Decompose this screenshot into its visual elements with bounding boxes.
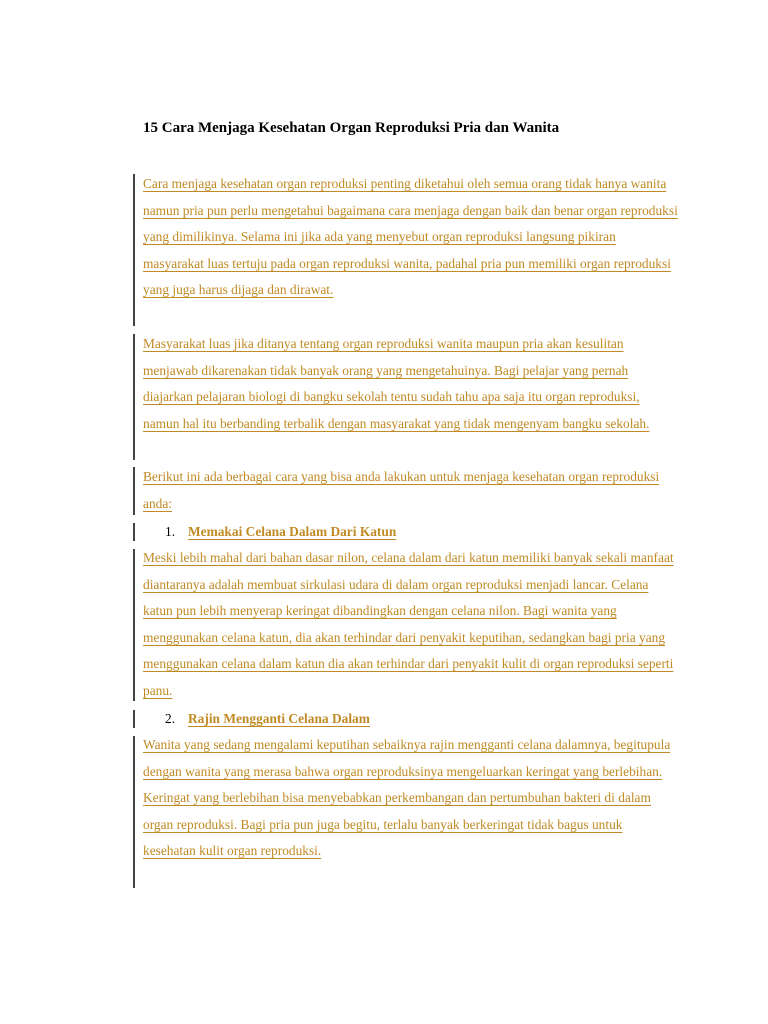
change-bar — [133, 549, 135, 701]
change-bar — [133, 523, 135, 541]
paragraph-text: Cara menjaga kesehatan organ reproduksi penting diketahui oleh semua orang tidak hanya wanita namun pria pun perlu mengetahui bagaimana cara menjaga dengan baik dan benar organ reproduksi yang dimilikinya. Selama ini jika ada yang menyebut organ reproduksi langsung pikiran masyarakat luas tertuju pada organ reproduksi wanita, padahal pria pun memiliki organ reproduksi yang juga harus dijaga dan dirawat. — [143, 176, 678, 298]
paragraph-cotton — [143, 545, 678, 705]
list-number: 1. — [165, 524, 176, 539]
list-number: 2. — [165, 711, 176, 726]
change-bar — [133, 710, 135, 728]
paragraph-text: Masyarakat luas jika ditanya tentang organ reproduksi wanita maupun pria akan kesulitan menjawab dikarenakan tidak banyak orang yang mengetahuinya. Bagi pelajar yang pernah diajarkan pelajaran biologi di bangku sekolah tentu sudah tahu apa saja itu organ reproduksi, namun hal itu berbanding terbalik dengan masyarakat yang tidak mengenyam bangku sekolah. — [143, 336, 650, 431]
change-bar — [133, 334, 135, 460]
paragraph-change-underwear — [143, 732, 678, 865]
change-bar — [133, 467, 135, 515]
paragraph-list-intro — [143, 464, 678, 517]
paragraph-text: Wanita yang sedang mengalami keputihan sebaiknya rajin mengganti celana dalamnya, begitupula dengan wanita yang merasa bahwa organ reproduksinya mengeluarkan keringat yang berlebihan. Keringat yang berlebihan bisa menyebabkan perkembangan dan pertumbuhan bakteri di dalam organ reproduksi. Bagi pria pun juga begitu, terlalu banyak berkeringat tidak bagus untuk kesehatan kulit organ reproduksi. — [143, 737, 671, 859]
paragraph-society — [143, 331, 678, 437]
paragraph-text: Berikut ini ada berbagai cara yang bisa anda lakukan untuk menjaga kesehatan organ reproduksi anda: — [143, 469, 660, 511]
paragraph-text: Meski lebih mahal dari bahan dasar nilon, celana dalam dari katun memiliki banyak sekali manfaat diantaranya adalah membuat sirkulasi udara di dalam organ reproduksi menjadi lancar. Celana katun pun lebih menyerap keringat dibandingkan dengan celana nilon. Bagi wanita yang menggunakan celana katun, dia akan terhindar dari penyakit keputihan, sedangkan bagi pria yang menggunakan celana dalam katun dia akan terhindar dari penyakit kulit di organ reproduksi seperti panu. — [143, 550, 674, 698]
list-item — [165, 522, 396, 542]
paragraph-intro — [143, 171, 678, 304]
change-bar — [133, 174, 135, 326]
list-heading: Rajin Mengganti Celana Dalam — [188, 711, 370, 726]
page-title: 15 Cara Menjaga Kesehatan Organ Reproduksi Pria dan Wanita — [143, 120, 560, 136]
change-bar — [133, 736, 135, 888]
list-heading: Memakai Celana Dalam Dari Katun — [188, 524, 397, 539]
list-item — [165, 709, 370, 729]
